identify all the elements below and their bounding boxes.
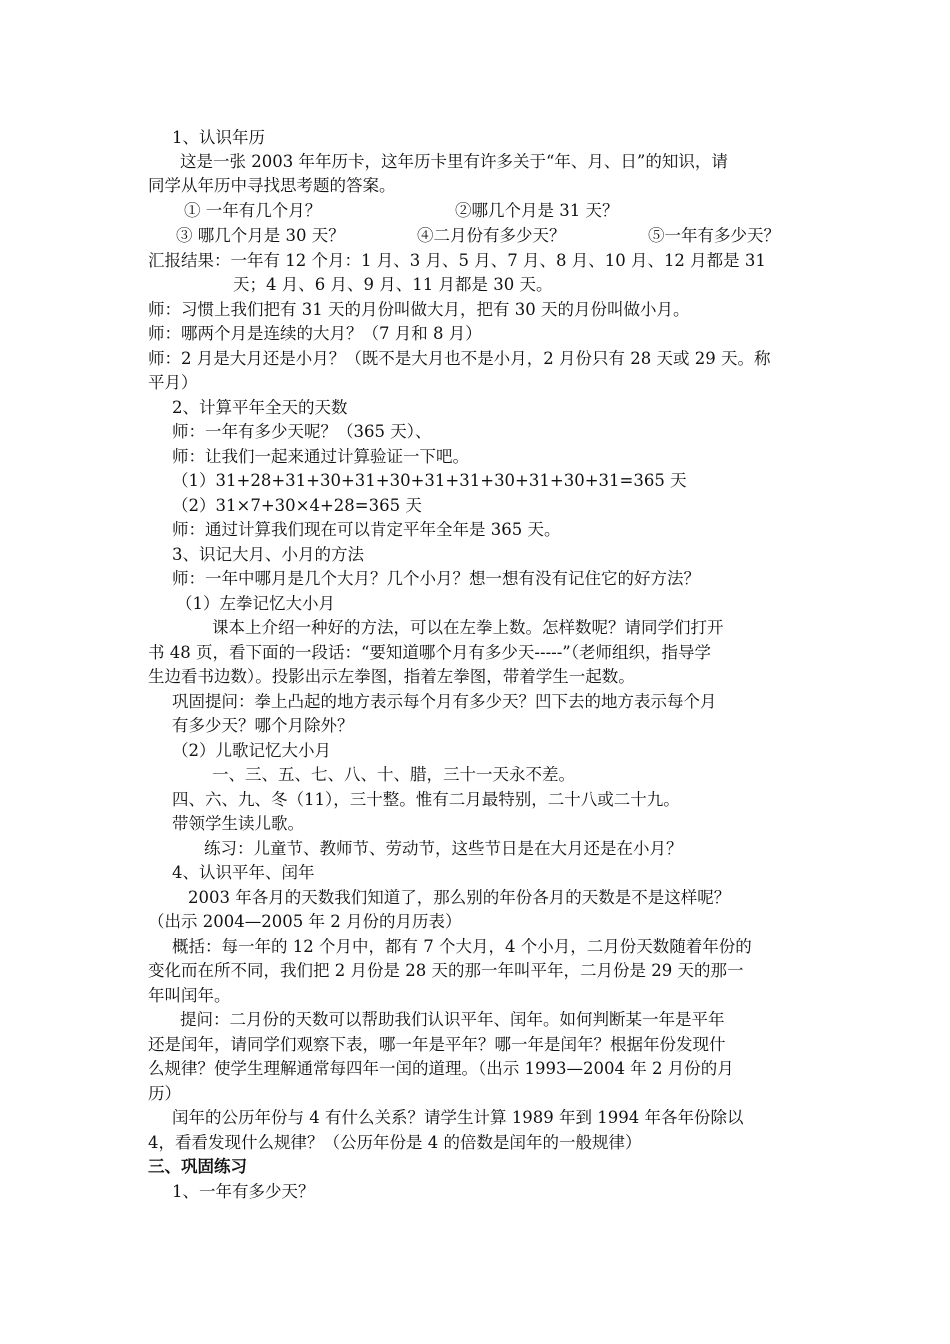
formula-line: （2）31×7+30×4+28=365 天 — [172, 496, 422, 515]
paragraph-line: 闰年的公历年份与 4 有什么关系？请学生计算 1989 年到 1994 年各年份除以 — [172, 1108, 744, 1127]
question-item: ① 一年有几个月？ — [184, 201, 322, 220]
paragraph-line: 同学从年历中寻找思考题的答案。 — [148, 176, 396, 195]
paragraph-line: 变化而在所不同，我们把 2 月份是 28 天的那一年叫平年，二月份是 29 天的那一 — [148, 961, 744, 980]
paragraph-line: 师：2 月是大月还是小月？（既不是大月也不是小月，2 月份只有 28 天或 29 天。称 — [148, 349, 771, 368]
exercise-item: 1、一年有多少天？ — [172, 1182, 315, 1201]
paragraph-line: 师：通过计算我们现在可以肯定平年全年是 365 天。 — [172, 520, 561, 539]
paragraph-line: 提问：二月份的天数可以帮助我们认识平年、闰年。如何判断某一年是平年 — [180, 1010, 725, 1029]
paragraph-line: 师：哪两个月是连续的大月？（7 月和 8 月） — [148, 324, 482, 343]
paragraph-line: 历） — [148, 1084, 181, 1103]
question-item: ⑤一年有多少天？ — [648, 226, 780, 245]
paragraph-line: 还是闰年，请同学们观察下表，哪一年是平年？哪一年是闰年？根据年份发现什 — [148, 1035, 726, 1054]
paragraph-line: 师：让我们一起来通过计算验证一下吧。 — [172, 447, 469, 466]
chapter-heading: 三、巩固练习 — [148, 1157, 247, 1176]
paragraph-line: 生边看书边数）。投影出示左拳图，指着左拳图，带着学生一起数。 — [148, 667, 635, 686]
paragraph-line: 师：一年有多少天呢？（365 天）、 — [172, 422, 432, 441]
subheading: （1）左拳记忆大小月 — [176, 594, 335, 613]
section-heading: 4、认识平年、闰年 — [172, 863, 315, 882]
paragraph-line: 概括：每一年的 12 个月中，都有 7 个大月，4 个小月，二月份天数随着年份的 — [172, 937, 752, 956]
paragraph-line: 课本上介绍一种好的方法，可以在左拳上数。怎样数呢？请同学们打开 — [212, 618, 724, 637]
paragraph-line: 师：一年中哪月是几个大月？几个小月？想一想有没有记住它的好方法？ — [172, 569, 700, 588]
paragraph-line: 年叫闰年。 — [148, 986, 231, 1005]
paragraph-line: 带领学生读儿歌。 — [172, 814, 304, 833]
formula-line: （1）31+28+31+30+31+30+31+31+30+31+30+31=365 天 — [172, 471, 687, 490]
paragraph-line: （出示 2004—2005 年 2 月份的月历表） — [148, 912, 462, 931]
paragraph-line: 巩固提问：拳上凸起的地方表示每个月有多少天？凹下去的地方表示每个月 — [172, 692, 717, 711]
paragraph-line: 4，看看发现什么规律？（公历年份是 4 的倍数是闰年的一般规律） — [148, 1133, 642, 1152]
section-heading: 2、计算平年全天的天数 — [172, 398, 348, 417]
paragraph-line: 平月） — [148, 373, 198, 392]
section-heading: 3、识记大月、小月的方法 — [172, 545, 364, 564]
question-item: ②哪几个月是 31 天？ — [455, 201, 619, 220]
paragraph-line: 书 48 页，看下面的一段话：“要知道哪个月有多少天-----”（老师组织，指导学 — [148, 643, 711, 662]
paragraph-line: 汇报结果：一年有 12 个月：1 月、3 月、5 月、7 月、8 月、10 月、12 月都是 31 — [148, 251, 766, 270]
rhyme-line: 四、六、九、冬（11），三十整。惟有二月最特别，二十八或二十九。 — [172, 790, 680, 809]
subheading: （2）儿歌记忆大小月 — [172, 741, 331, 760]
rhyme-line: 一、三、五、七、八、十、腊，三十一天永不差。 — [212, 765, 575, 784]
question-item: ④二月份有多少天？ — [417, 226, 566, 245]
paragraph-line: 么规律？使学生理解通常每四年一闰的道理。（出示 1993—2004 年 2 月份的月 — [148, 1059, 734, 1078]
paragraph-line: 这是一张 2003 年年历卡，这年历卡里有许多关于“年、月、日”的知识，请 — [180, 152, 728, 171]
question-item: ③ 哪几个月是 30 天？ — [176, 226, 345, 245]
section-heading: 1、认识年历 — [172, 128, 265, 147]
paragraph-line: 练习：儿童节、教师节、劳动节，这些节日是在大月还是在小月？ — [204, 839, 683, 858]
paragraph-line: 师：习惯上我们把有 31 天的月份叫做大月，把有 30 天的月份叫做小月。 — [148, 300, 690, 319]
paragraph-line: 2003 年各月的天数我们知道了，那么别的年份各月的天数是不是这样呢？ — [188, 888, 731, 907]
paragraph-line: 有多少天？哪个月除外？ — [172, 716, 354, 735]
paragraph-line: 天；4 月、6 月、9 月、11 月都是 30 天。 — [233, 275, 553, 294]
